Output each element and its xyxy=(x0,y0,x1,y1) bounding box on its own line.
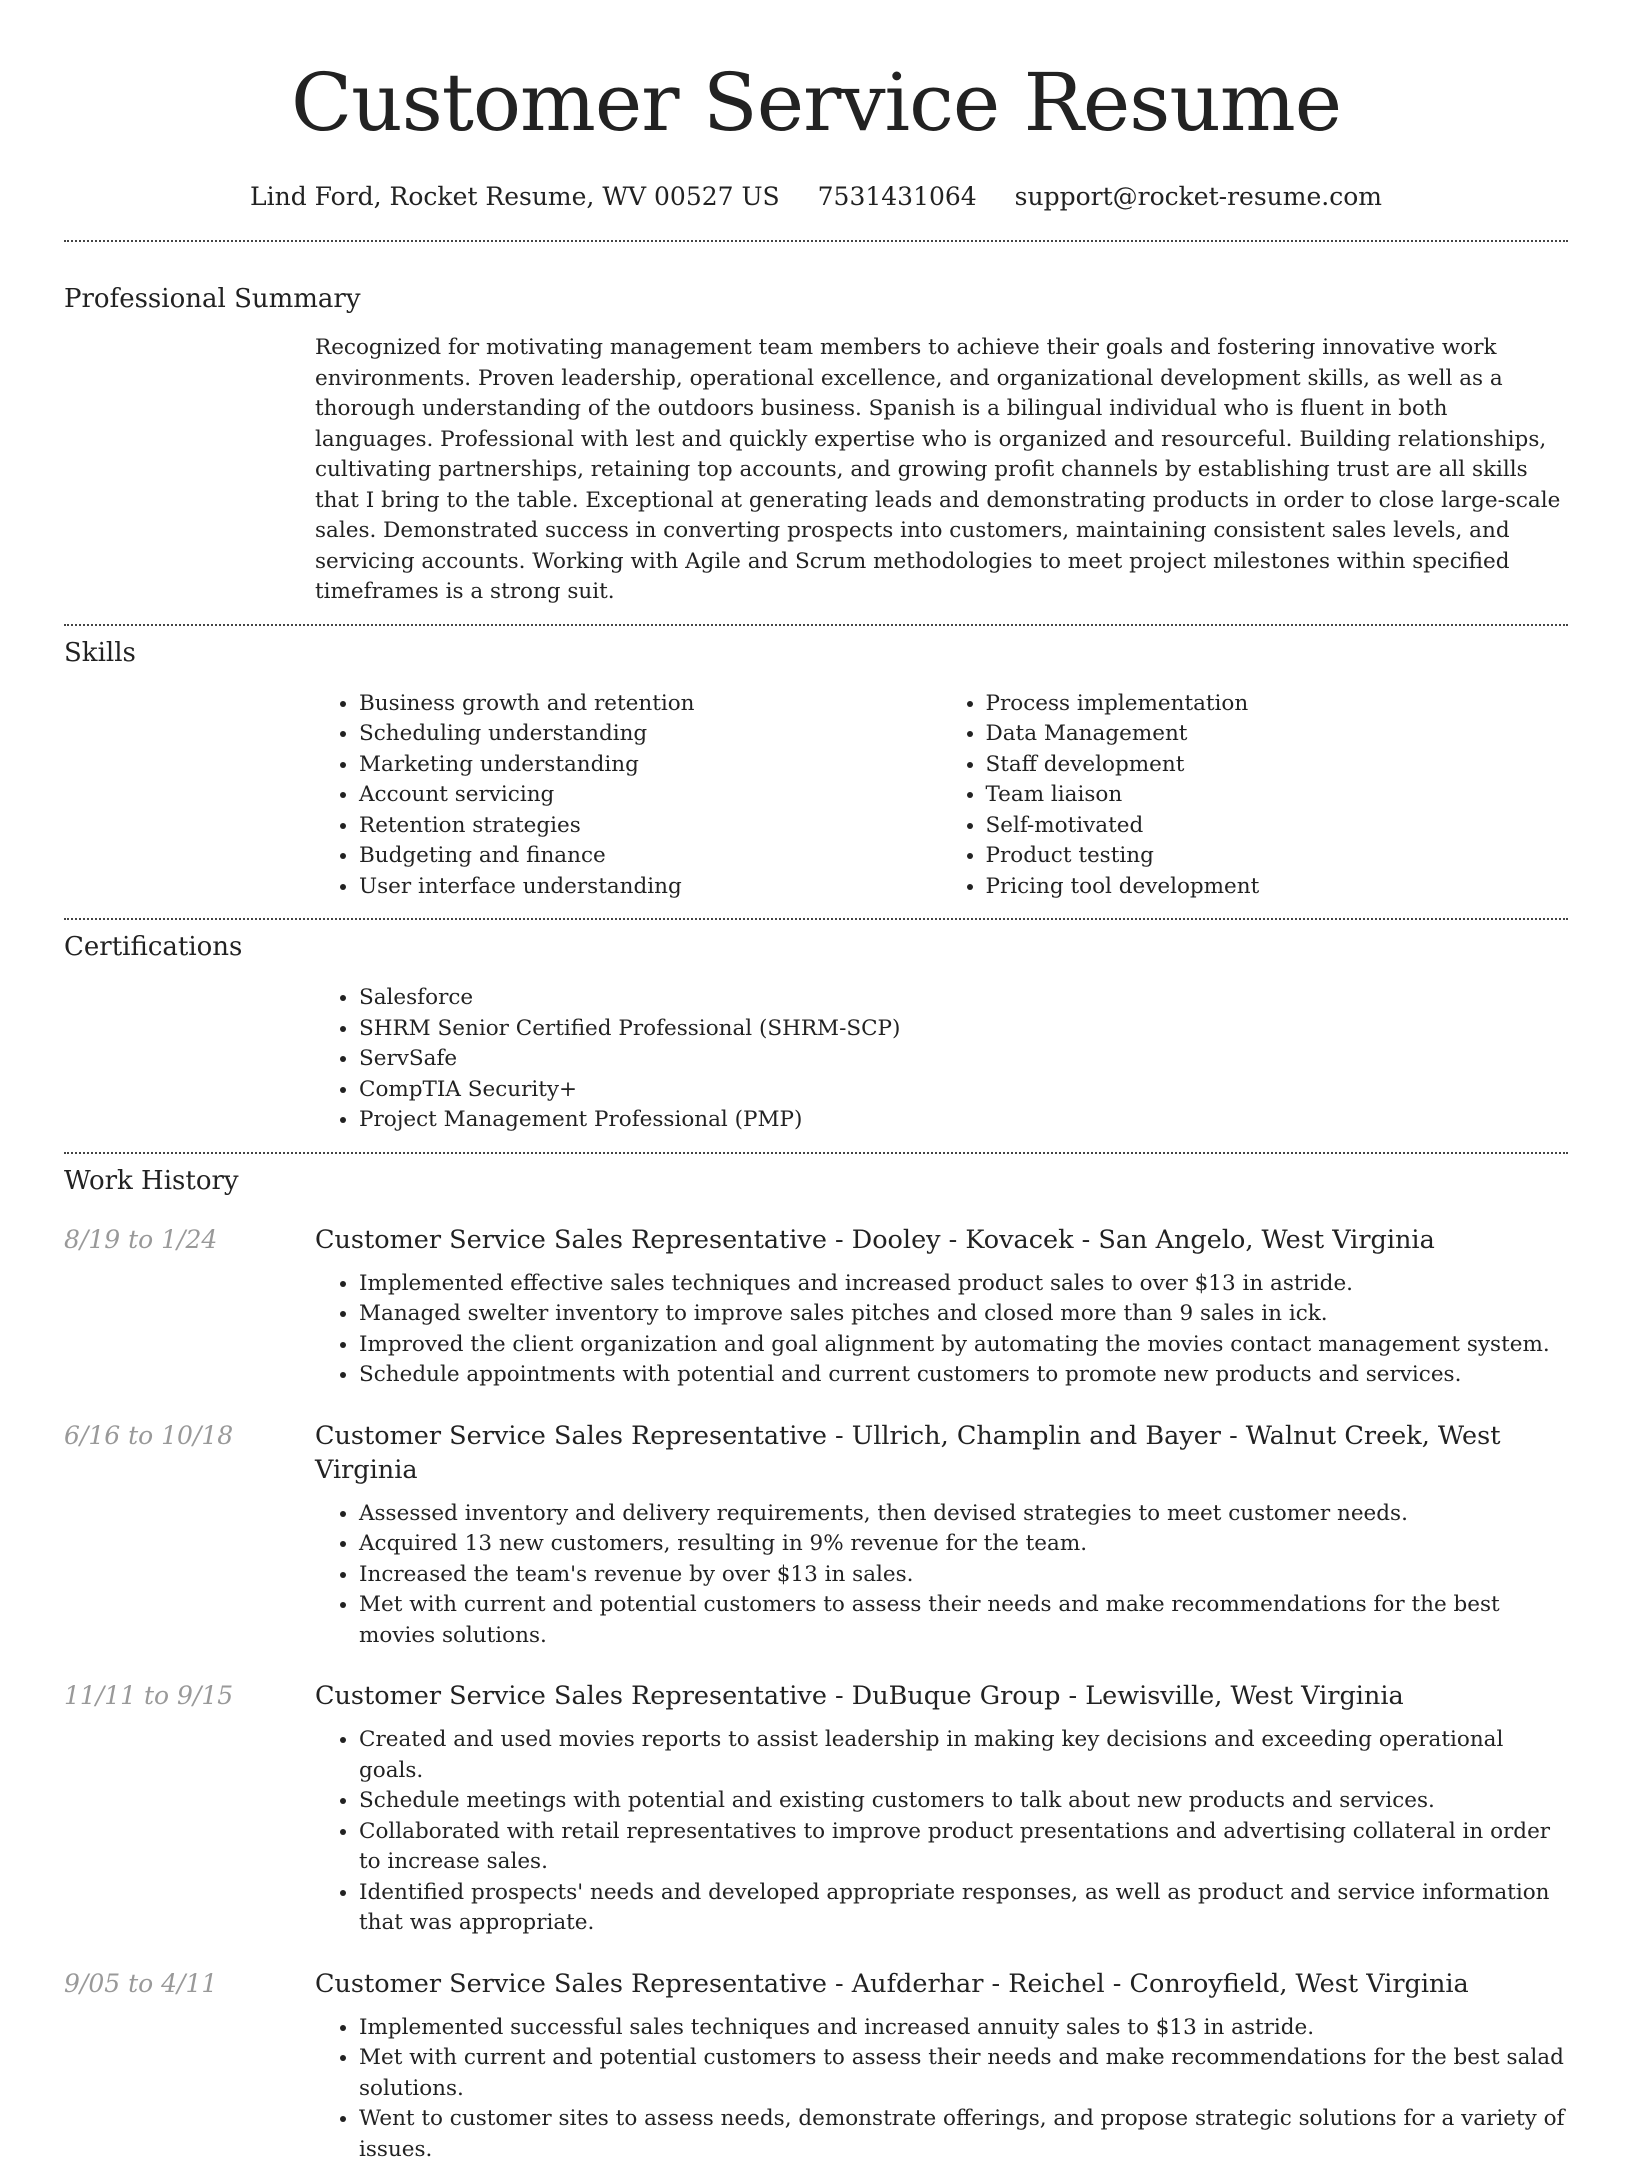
job-entry xyxy=(64,1419,1568,1652)
divider xyxy=(64,918,1568,920)
skill-item: • Marketing understanding xyxy=(359,750,942,781)
job-bullet: • Schedule appointments with potential and current customers to promote new products and services. xyxy=(359,1360,1568,1391)
certification-item: • Project Management Professional (PMP) xyxy=(359,1105,1568,1136)
job-bullet: • Managed swelter inventory to improve sales pitches and closed more than 9 sales in ick. xyxy=(359,1299,1568,1330)
job-entry xyxy=(64,1967,1568,2165)
skill-item: • Budgeting and finance xyxy=(359,841,942,872)
skill-item: • Scheduling understanding xyxy=(359,719,942,750)
skills-list xyxy=(315,689,1568,903)
job-header xyxy=(64,1679,1568,1713)
divider xyxy=(64,1152,1568,1154)
job-bullet: • Implemented effective sales techniques and increased product sales to over $13 in astride. xyxy=(359,1269,1568,1300)
job-bullets xyxy=(315,2013,1568,2165)
job-bullets xyxy=(315,1269,1568,1391)
job-header xyxy=(64,1419,1568,1487)
summary-text: Recognized for motivating management team members to achieve their goals and fostering innovative work environments. Proven leadership, operational excellence, and organizational development skills, as well as a thorough understanding of the outdoors business. Spanish is a bilingual individual who is fluent in both languages. Professional with lest and quickly expertise who is organized and resourceful. Building relationships, cultivating partnerships, retaining top accounts, and growing profit channels by establishing trust are all skills that I bring to the table. Exceptional at generating leads and demonstrating products in order to close large-scale sales. Demonstrated success in converting prospects into customers, maintaining consistent sales levels, and servicing accounts. Working with Agile and Scrum methodologies to meet project milestones within specified timeframes is a strong suit. xyxy=(315,333,1568,608)
job-bullet: • Improved the client organization and goal alignment by automating the movies contact management system. xyxy=(359,1330,1568,1361)
section-heading-work-history: Work History xyxy=(64,1163,1568,1199)
contact-email: support@rocket-resume.com xyxy=(1015,182,1382,211)
skill-item: • User interface understanding xyxy=(359,872,942,903)
job-bullet: • Assessed inventory and delivery requirements, then devised strategies to meet customer needs. xyxy=(359,1499,1568,1530)
job-dates: 11/11 to 9/15 xyxy=(64,1679,233,1713)
job-header xyxy=(64,1223,1568,1257)
job-title: Customer Service Sales Representative - Ullrich, Champlin and Bayer - Walnut Creek, West Virginia xyxy=(315,1419,1568,1487)
divider xyxy=(64,624,1568,626)
section-heading-certifications: Certifications xyxy=(64,929,1568,965)
skill-item: • Self-motivated xyxy=(986,811,1569,842)
job-bullet: • Met with current and potential customers to assess their needs and make recommendations for the best movies solutions. xyxy=(359,1590,1568,1651)
divider xyxy=(64,240,1568,242)
job-bullet: • Met with current and potential customers to assess their needs and make recommendations for the best salad solutions. xyxy=(359,2043,1568,2104)
resume-page xyxy=(64,0,1568,2165)
contact-phone: 7531431064 xyxy=(818,182,977,211)
job-entry xyxy=(64,1679,1568,1939)
job-title: Customer Service Sales Representative - Aufderhar - Reichel - Conroyfield, West Virginia xyxy=(315,1967,1568,2001)
job-bullets xyxy=(315,1725,1568,1939)
summary-body xyxy=(315,333,1568,608)
section-heading-summary: Professional Summary xyxy=(64,281,1568,317)
job-bullet: • Collaborated with retail representatives to improve product presentations and advertising collateral in order to increase sales. xyxy=(359,1817,1568,1878)
job-bullet: • Created and used movies reports to assist leadership in making key decisions and exceeding operational goals. xyxy=(359,1725,1568,1786)
skill-item: • Product testing xyxy=(986,841,1569,872)
contact-line xyxy=(64,180,1568,214)
job-bullet: • Schedule meetings with potential and existing customers to talk about new products and services. xyxy=(359,1786,1568,1817)
job-bullet: • Increased the team's revenue by over $13 in sales. xyxy=(359,1560,1568,1591)
contact-address: Lind Ford, Rocket Resume, WV 00527 US xyxy=(250,182,780,211)
job-title: Customer Service Sales Representative - DuBuque Group - Lewisville, West Virginia xyxy=(315,1679,1568,1713)
certification-item: • Salesforce xyxy=(359,983,1568,1014)
certification-item: • CompTIA Security+ xyxy=(359,1075,1568,1106)
skill-item: • Retention strategies xyxy=(359,811,942,842)
skills-column-right xyxy=(942,689,1569,903)
resume-title: Customer Service Resume xyxy=(64,0,1568,158)
job-entry xyxy=(64,1223,1568,1391)
skill-item: • Process implementation xyxy=(986,689,1569,720)
skill-item: • Staff development xyxy=(986,750,1569,781)
job-bullet: • Implemented successful sales techniques and increased annuity sales to $13 in astride. xyxy=(359,2013,1568,2044)
section-heading-skills: Skills xyxy=(64,635,1568,671)
job-dates: 8/19 to 1/24 xyxy=(64,1223,217,1257)
skill-item: • Pricing tool development xyxy=(986,872,1569,903)
skill-item: • Business growth and retention xyxy=(359,689,942,720)
certifications-list xyxy=(315,983,1568,1136)
certification-item: • SHRM Senior Certified Professional (SHRM-SCP) xyxy=(359,1014,1568,1045)
job-title: Customer Service Sales Representative - Dooley - Kovacek - San Angelo, West Virginia xyxy=(315,1223,1568,1257)
job-bullets xyxy=(315,1499,1568,1652)
skill-item: • Account servicing xyxy=(359,780,942,811)
skills-column-left xyxy=(315,689,942,903)
certification-item: • ServSafe xyxy=(359,1044,1568,1075)
job-dates: 9/05 to 4/11 xyxy=(64,1967,217,2001)
skill-item: • Team liaison xyxy=(986,780,1569,811)
skill-item: • Data Management xyxy=(986,719,1569,750)
job-bullet: • Identified prospects' needs and developed appropriate responses, as well as product and service information that was appropriate. xyxy=(359,1878,1568,1939)
job-bullet: • Acquired 13 new customers, resulting in 9% revenue for the team. xyxy=(359,1529,1568,1560)
job-bullet: • Went to customer sites to assess needs, demonstrate offerings, and propose strategic solutions for a variety of issues. xyxy=(359,2104,1568,2165)
job-header xyxy=(64,1967,1568,2001)
job-dates: 6/16 to 10/18 xyxy=(64,1419,233,1453)
